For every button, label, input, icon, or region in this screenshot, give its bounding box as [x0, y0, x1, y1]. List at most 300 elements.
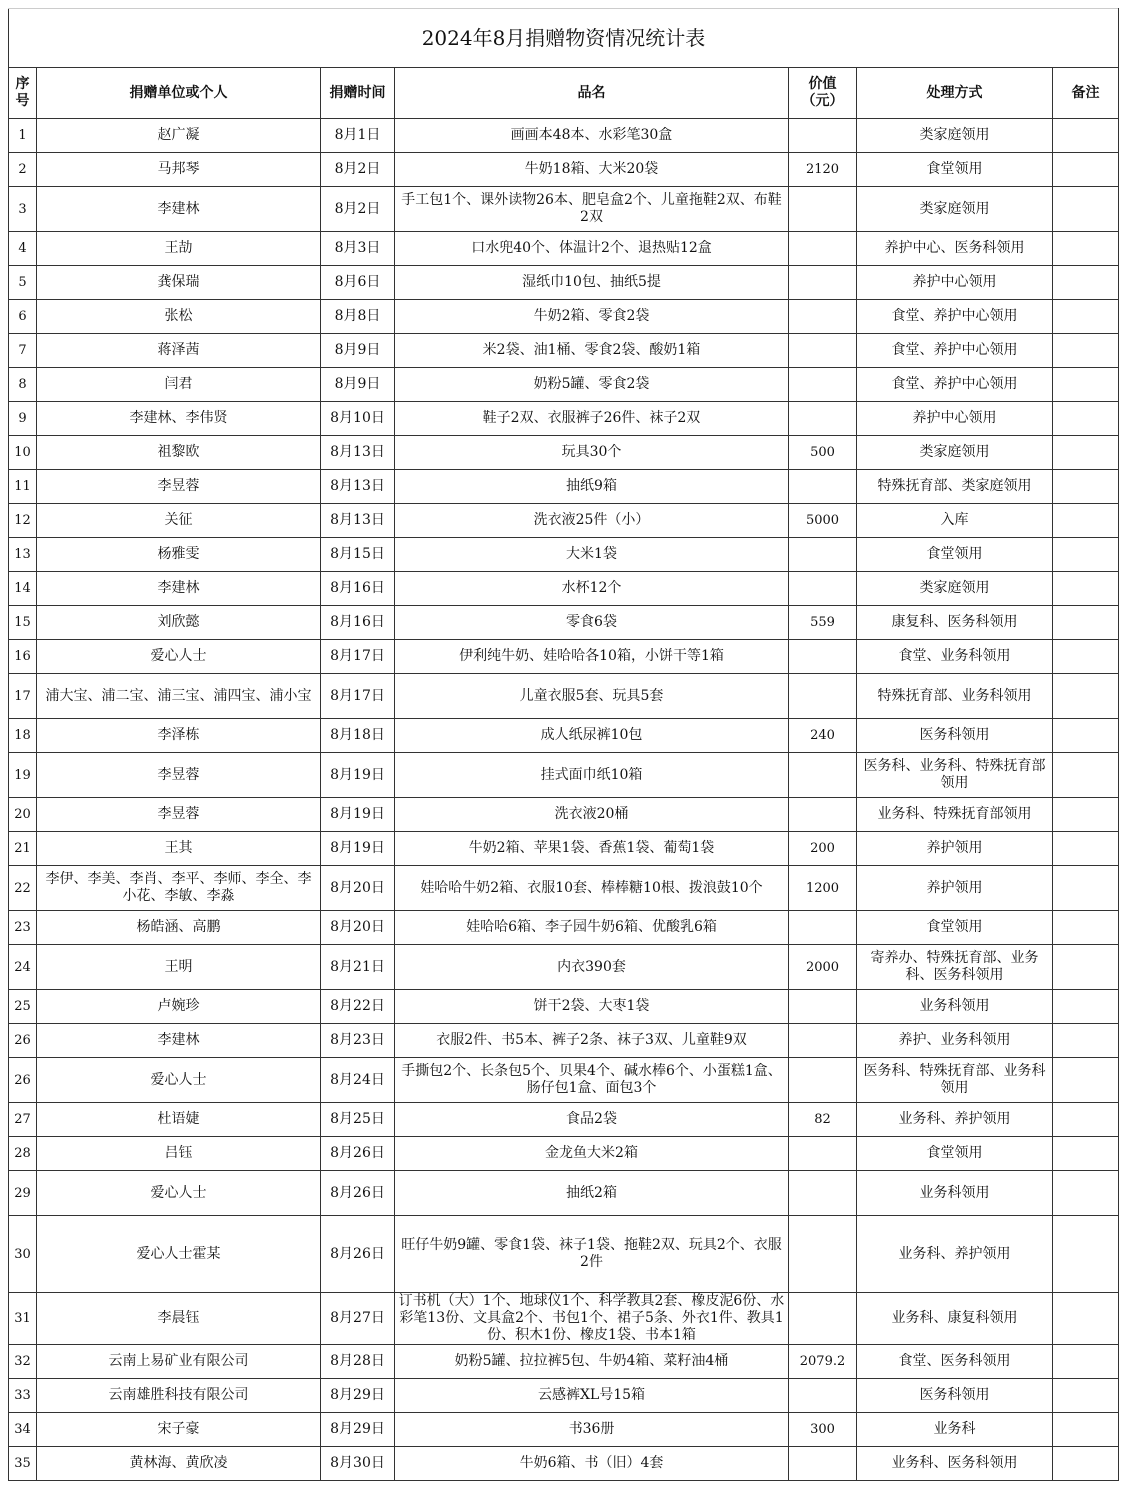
cell-note — [1053, 753, 1119, 798]
cell-donor: 王明 — [37, 945, 321, 990]
cell-handling: 食堂、养护中心领用 — [857, 300, 1053, 334]
header-note: 备注 — [1053, 68, 1119, 119]
cell-value — [789, 640, 857, 674]
cell-date: 8月21日 — [321, 945, 395, 990]
cell-donor: 王劼 — [37, 232, 321, 266]
cell-value — [789, 470, 857, 504]
cell-handling: 业务科、养护领用 — [857, 1216, 1053, 1293]
cell-handling: 类家庭领用 — [857, 119, 1053, 153]
cell-donor: 龚保瑞 — [37, 266, 321, 300]
cell-donor: 李建林、李伟贤 — [37, 402, 321, 436]
cell-no: 17 — [9, 674, 37, 719]
cell-items: 伊利纯牛奶、娃哈哈各10箱，小饼干等1箱 — [395, 640, 789, 674]
cell-handling: 医务科领用 — [857, 1379, 1053, 1413]
cell-donor: 黄林海、黄欣凌 — [37, 1447, 321, 1481]
cell-handling: 寄养办、特殊抚育部、业务科、医务科领用 — [857, 945, 1053, 990]
cell-value — [789, 334, 857, 368]
cell-value — [789, 674, 857, 719]
table-row — [9, 798, 1119, 832]
cell-no: 23 — [9, 911, 37, 945]
cell-items: 金龙鱼大米2箱 — [395, 1137, 789, 1171]
cell-date: 8月20日 — [321, 866, 395, 911]
table-row — [9, 1024, 1119, 1058]
cell-value — [789, 572, 857, 606]
cell-items: 牛奶2箱、零食2袋 — [395, 300, 789, 334]
cell-note — [1053, 719, 1119, 753]
cell-handling: 业务科领用 — [857, 1171, 1053, 1216]
cell-no: 18 — [9, 719, 37, 753]
cell-donor: 马邦琴 — [37, 153, 321, 187]
cell-items: 抽纸9箱 — [395, 470, 789, 504]
cell-date: 8月19日 — [321, 798, 395, 832]
cell-date: 8月23日 — [321, 1024, 395, 1058]
cell-value: 1200 — [789, 866, 857, 911]
table-row — [9, 504, 1119, 538]
cell-no: 25 — [9, 990, 37, 1024]
cell-date: 8月26日 — [321, 1137, 395, 1171]
cell-no: 6 — [9, 300, 37, 334]
cell-value — [789, 1058, 857, 1103]
table-row — [9, 990, 1119, 1024]
cell-value: 5000 — [789, 504, 857, 538]
cell-donor: 李建林 — [37, 187, 321, 232]
header-items: 品名 — [395, 68, 789, 119]
cell-items: 水杯12个 — [395, 572, 789, 606]
cell-note — [1053, 470, 1119, 504]
cell-no: 30 — [9, 1216, 37, 1293]
table-row — [9, 436, 1119, 470]
cell-date: 8月26日 — [321, 1216, 395, 1293]
cell-handling: 类家庭领用 — [857, 187, 1053, 232]
cell-date: 8月19日 — [321, 753, 395, 798]
cell-handling: 食堂领用 — [857, 1137, 1053, 1171]
table-row — [9, 1447, 1119, 1481]
cell-handling: 食堂领用 — [857, 153, 1053, 187]
cell-no: 2 — [9, 153, 37, 187]
cell-handling: 食堂领用 — [857, 911, 1053, 945]
cell-no: 34 — [9, 1413, 37, 1447]
cell-date: 8月10日 — [321, 402, 395, 436]
cell-value: 559 — [789, 606, 857, 640]
cell-donor: 浦大宝、浦二宝、浦三宝、浦四宝、浦小宝 — [37, 674, 321, 719]
table-row — [9, 334, 1119, 368]
cell-no: 14 — [9, 572, 37, 606]
cell-donor: 关征 — [37, 504, 321, 538]
cell-donor: 李昱蓉 — [37, 470, 321, 504]
cell-no: 20 — [9, 798, 37, 832]
table-row — [9, 1103, 1119, 1137]
cell-items: 牛奶18箱、大米20袋 — [395, 153, 789, 187]
cell-date: 8月22日 — [321, 990, 395, 1024]
cell-date: 8月30日 — [321, 1447, 395, 1481]
cell-value — [789, 232, 857, 266]
cell-donor: 爱心人士 — [37, 1171, 321, 1216]
cell-items: 手工包1个、课外读物26本、肥皂盒2个、儿童拖鞋2双、布鞋2双 — [395, 187, 789, 232]
cell-handling: 养护中心、医务科领用 — [857, 232, 1053, 266]
cell-note — [1053, 1379, 1119, 1413]
cell-note — [1053, 640, 1119, 674]
cell-value — [789, 990, 857, 1024]
cell-value — [789, 1216, 857, 1293]
cell-handling: 业务科、康复科领用 — [857, 1293, 1053, 1345]
cell-handling: 业务科领用 — [857, 990, 1053, 1024]
cell-donor: 蒋泽茜 — [37, 334, 321, 368]
table-row — [9, 1293, 1119, 1345]
cell-items: 云感裤XL号15箱 — [395, 1379, 789, 1413]
cell-value: 200 — [789, 832, 857, 866]
cell-value: 240 — [789, 719, 857, 753]
cell-note — [1053, 402, 1119, 436]
cell-note — [1053, 945, 1119, 990]
cell-donor: 爱心人士 — [37, 640, 321, 674]
cell-no: 29 — [9, 1171, 37, 1216]
cell-date: 8月24日 — [321, 1058, 395, 1103]
table-row — [9, 719, 1119, 753]
cell-no: 32 — [9, 1345, 37, 1379]
cell-no: 15 — [9, 606, 37, 640]
cell-no: 1 — [9, 119, 37, 153]
cell-items: 鞋子2双、衣服裤子26件、袜子2双 — [395, 402, 789, 436]
cell-value — [789, 119, 857, 153]
cell-date: 8月20日 — [321, 911, 395, 945]
cell-no: 26 — [9, 1058, 37, 1103]
cell-no: 22 — [9, 866, 37, 911]
table-row — [9, 1413, 1119, 1447]
cell-date: 8月26日 — [321, 1171, 395, 1216]
cell-date: 8月13日 — [321, 436, 395, 470]
donation-sheet — [8, 8, 1118, 1481]
cell-date: 8月2日 — [321, 187, 395, 232]
cell-note — [1053, 538, 1119, 572]
cell-date: 8月16日 — [321, 606, 395, 640]
cell-donor: 杨皓涵、高鹏 — [37, 911, 321, 945]
cell-items: 旺仔牛奶9罐、零食1袋、袜子1袋、拖鞋2双、玩具2个、衣服2件 — [395, 1216, 789, 1293]
cell-note — [1053, 990, 1119, 1024]
cell-handling: 医务科、业务科、特殊抚育部领用 — [857, 753, 1053, 798]
cell-donor: 李伊、李美、李肖、李平、李师、李全、李小花、李敏、李淼 — [37, 866, 321, 911]
cell-donor: 爱心人士霍某 — [37, 1216, 321, 1293]
table-row — [9, 1171, 1119, 1216]
cell-items: 娃哈哈牛奶2箱、衣服10套、棒棒糖10根、拨浪鼓10个 — [395, 866, 789, 911]
cell-no: 27 — [9, 1103, 37, 1137]
cell-no: 10 — [9, 436, 37, 470]
cell-handling: 业务科、医务科领用 — [857, 1447, 1053, 1481]
table-row — [9, 266, 1119, 300]
cell-no: 13 — [9, 538, 37, 572]
cell-value — [789, 911, 857, 945]
cell-note — [1053, 911, 1119, 945]
cell-handling: 特殊抚育部、业务科领用 — [857, 674, 1053, 719]
cell-items: 娃哈哈6箱、李子园牛奶6箱、优酸乳6箱 — [395, 911, 789, 945]
cell-items: 画画本48本、水彩笔30盒 — [395, 119, 789, 153]
table-row — [9, 300, 1119, 334]
table-title: 2024年8月捐赠物资情况统计表 — [9, 9, 1119, 68]
cell-items: 奶粉5罐、拉拉裤5包、牛奶4箱、菜籽油4桶 — [395, 1345, 789, 1379]
cell-donor: 云南上易矿业有限公司 — [37, 1345, 321, 1379]
table-row — [9, 470, 1119, 504]
cell-value: 82 — [789, 1103, 857, 1137]
cell-note — [1053, 232, 1119, 266]
cell-value — [789, 1379, 857, 1413]
cell-handling: 业务科、养护领用 — [857, 1103, 1053, 1137]
table-row — [9, 1137, 1119, 1171]
cell-value: 2120 — [789, 153, 857, 187]
cell-note — [1053, 153, 1119, 187]
cell-handling: 食堂领用 — [857, 538, 1053, 572]
cell-no: 8 — [9, 368, 37, 402]
cell-date: 8月19日 — [321, 832, 395, 866]
cell-no: 26 — [9, 1024, 37, 1058]
cell-items: 洗衣液25件（小） — [395, 504, 789, 538]
cell-note — [1053, 1447, 1119, 1481]
cell-note — [1053, 266, 1119, 300]
cell-date: 8月15日 — [321, 538, 395, 572]
cell-date: 8月29日 — [321, 1413, 395, 1447]
table-row — [9, 832, 1119, 866]
cell-value — [789, 1137, 857, 1171]
cell-value — [789, 1171, 857, 1216]
table-row — [9, 187, 1119, 232]
table-row — [9, 1379, 1119, 1413]
cell-note — [1053, 606, 1119, 640]
cell-date: 8月9日 — [321, 334, 395, 368]
cell-items: 口水兜40个、体温计2个、退热贴12盒 — [395, 232, 789, 266]
cell-donor: 吕钰 — [37, 1137, 321, 1171]
cell-note — [1053, 832, 1119, 866]
cell-note — [1053, 436, 1119, 470]
cell-note — [1053, 1103, 1119, 1137]
cell-note — [1053, 866, 1119, 911]
cell-handling: 入库 — [857, 504, 1053, 538]
table-row — [9, 1058, 1119, 1103]
cell-value — [789, 753, 857, 798]
cell-value — [789, 266, 857, 300]
cell-note — [1053, 798, 1119, 832]
cell-date: 8月16日 — [321, 572, 395, 606]
cell-donor: 张松 — [37, 300, 321, 334]
cell-date: 8月27日 — [321, 1293, 395, 1345]
cell-donor: 卢婉珍 — [37, 990, 321, 1024]
table-row — [9, 674, 1119, 719]
cell-no: 12 — [9, 504, 37, 538]
cell-items: 书36册 — [395, 1413, 789, 1447]
cell-no: 28 — [9, 1137, 37, 1171]
cell-note — [1053, 1171, 1119, 1216]
cell-items: 儿童衣服5套、玩具5套 — [395, 674, 789, 719]
table-row — [9, 153, 1119, 187]
table-body — [9, 119, 1119, 1481]
cell-no: 35 — [9, 1447, 37, 1481]
cell-value — [789, 402, 857, 436]
cell-handling: 食堂、医务科领用 — [857, 1345, 1053, 1379]
cell-items: 饼干2袋、大枣1袋 — [395, 990, 789, 1024]
donation-table — [8, 8, 1119, 1481]
cell-no: 33 — [9, 1379, 37, 1413]
cell-note — [1053, 572, 1119, 606]
cell-value — [789, 798, 857, 832]
cell-note — [1053, 119, 1119, 153]
cell-date: 8月6日 — [321, 266, 395, 300]
cell-note — [1053, 1293, 1119, 1345]
cell-handling: 特殊抚育部、类家庭领用 — [857, 470, 1053, 504]
cell-date: 8月18日 — [321, 719, 395, 753]
cell-handling: 食堂、养护中心领用 — [857, 334, 1053, 368]
cell-donor: 李昱蓉 — [37, 753, 321, 798]
cell-items: 内衣390套 — [395, 945, 789, 990]
cell-note — [1053, 300, 1119, 334]
table-row — [9, 368, 1119, 402]
cell-date: 8月29日 — [321, 1379, 395, 1413]
cell-handling: 医务科、特殊抚育部、业务科领用 — [857, 1058, 1053, 1103]
cell-note — [1053, 1024, 1119, 1058]
cell-items: 挂式面巾纸10箱 — [395, 753, 789, 798]
cell-items: 食品2袋 — [395, 1103, 789, 1137]
cell-note — [1053, 1216, 1119, 1293]
header-handling: 处理方式 — [857, 68, 1053, 119]
cell-handling: 业务科、特殊抚育部领用 — [857, 798, 1053, 832]
cell-donor: 李建林 — [37, 1024, 321, 1058]
cell-no: 3 — [9, 187, 37, 232]
cell-date: 8月1日 — [321, 119, 395, 153]
cell-value — [789, 1447, 857, 1481]
cell-no: 21 — [9, 832, 37, 866]
table-row — [9, 572, 1119, 606]
cell-date: 8月8日 — [321, 300, 395, 334]
cell-date: 8月2日 — [321, 153, 395, 187]
cell-date: 8月3日 — [321, 232, 395, 266]
cell-donor: 李昱蓉 — [37, 798, 321, 832]
cell-note — [1053, 187, 1119, 232]
cell-value — [789, 1293, 857, 1345]
cell-no: 24 — [9, 945, 37, 990]
table-row — [9, 538, 1119, 572]
cell-handling: 类家庭领用 — [857, 436, 1053, 470]
cell-handling: 食堂、业务科领用 — [857, 640, 1053, 674]
cell-handling: 养护中心领用 — [857, 266, 1053, 300]
cell-handling: 业务科 — [857, 1413, 1053, 1447]
cell-items: 零食6袋 — [395, 606, 789, 640]
cell-note — [1053, 1345, 1119, 1379]
cell-note — [1053, 674, 1119, 719]
cell-donor: 赵广凝 — [37, 119, 321, 153]
cell-no: 19 — [9, 753, 37, 798]
cell-donor: 闫君 — [37, 368, 321, 402]
cell-note — [1053, 1058, 1119, 1103]
cell-no: 31 — [9, 1293, 37, 1345]
cell-value — [789, 368, 857, 402]
cell-no: 11 — [9, 470, 37, 504]
header-row — [9, 68, 1119, 119]
header-no: 序号 — [9, 68, 37, 119]
cell-date: 8月25日 — [321, 1103, 395, 1137]
cell-donor: 云南雄胜科技有限公司 — [37, 1379, 321, 1413]
cell-items: 奶粉5罐、零食2袋 — [395, 368, 789, 402]
cell-note — [1053, 1137, 1119, 1171]
cell-handling: 养护领用 — [857, 832, 1053, 866]
cell-date: 8月13日 — [321, 504, 395, 538]
cell-items: 抽纸2箱 — [395, 1171, 789, 1216]
cell-no: 5 — [9, 266, 37, 300]
table-row — [9, 640, 1119, 674]
table-row — [9, 1345, 1119, 1379]
cell-items: 牛奶2箱、苹果1袋、香蕉1袋、葡萄1袋 — [395, 832, 789, 866]
cell-items: 湿纸巾10包、抽纸5提 — [395, 266, 789, 300]
table-row — [9, 911, 1119, 945]
cell-donor: 杜语婕 — [37, 1103, 321, 1137]
cell-no: 7 — [9, 334, 37, 368]
cell-items: 订书机（大）1个、地球仪1个、科学教具2套、橡皮泥6份、水彩笔13份、文具盒2个、书包1个、裙子5条、外衣1件、教具1份、积木1份、橡皮1袋、书本1箱 — [395, 1293, 789, 1345]
cell-handling: 养护领用 — [857, 866, 1053, 911]
cell-no: 16 — [9, 640, 37, 674]
table-row — [9, 753, 1119, 798]
table-row — [9, 119, 1119, 153]
cell-date: 8月13日 — [321, 470, 395, 504]
cell-items: 衣服2件、书5本、裤子2条、袜子3双、儿童鞋9双 — [395, 1024, 789, 1058]
cell-donor: 刘欣懿 — [37, 606, 321, 640]
cell-donor: 李泽栋 — [37, 719, 321, 753]
cell-donor: 李建林 — [37, 572, 321, 606]
cell-value: 2079.2 — [789, 1345, 857, 1379]
table-row — [9, 232, 1119, 266]
cell-value: 2000 — [789, 945, 857, 990]
cell-date: 8月9日 — [321, 368, 395, 402]
table-row — [9, 866, 1119, 911]
cell-items: 牛奶6箱、书（旧）4套 — [395, 1447, 789, 1481]
cell-items: 洗衣液20桶 — [395, 798, 789, 832]
cell-no: 4 — [9, 232, 37, 266]
cell-value — [789, 187, 857, 232]
cell-handling: 医务科领用 — [857, 719, 1053, 753]
cell-date: 8月17日 — [321, 640, 395, 674]
cell-items: 米2袋、油1桶、零食2袋、酸奶1箱 — [395, 334, 789, 368]
cell-items: 大米1袋 — [395, 538, 789, 572]
table-row — [9, 606, 1119, 640]
cell-donor: 李晨钰 — [37, 1293, 321, 1345]
cell-note — [1053, 368, 1119, 402]
cell-value — [789, 300, 857, 334]
header-date: 捐赠时间 — [321, 68, 395, 119]
cell-donor: 杨雅雯 — [37, 538, 321, 572]
cell-note — [1053, 504, 1119, 538]
cell-value — [789, 538, 857, 572]
cell-value: 500 — [789, 436, 857, 470]
cell-donor: 宋子豪 — [37, 1413, 321, 1447]
table-row — [9, 402, 1119, 436]
cell-note — [1053, 1413, 1119, 1447]
cell-handling: 食堂、养护中心领用 — [857, 368, 1053, 402]
cell-note — [1053, 334, 1119, 368]
cell-donor: 爱心人士 — [37, 1058, 321, 1103]
cell-date: 8月17日 — [321, 674, 395, 719]
cell-handling: 养护、业务科领用 — [857, 1024, 1053, 1058]
table-row — [9, 945, 1119, 990]
cell-value — [789, 1024, 857, 1058]
cell-date: 8月28日 — [321, 1345, 395, 1379]
cell-value: 300 — [789, 1413, 857, 1447]
cell-handling: 类家庭领用 — [857, 572, 1053, 606]
cell-donor: 祖黎欧 — [37, 436, 321, 470]
cell-items: 手撕包2个、长条包5个、贝果4个、碱水棒6个、小蛋糕1盒、肠仔包1盒、面包3个 — [395, 1058, 789, 1103]
cell-handling: 养护中心领用 — [857, 402, 1053, 436]
cell-no: 9 — [9, 402, 37, 436]
cell-handling: 康复科、医务科领用 — [857, 606, 1053, 640]
cell-items: 玩具30个 — [395, 436, 789, 470]
header-donor: 捐赠单位或个人 — [37, 68, 321, 119]
cell-donor: 王其 — [37, 832, 321, 866]
table-row — [9, 1216, 1119, 1293]
header-value: 价值（元） — [789, 68, 857, 119]
cell-items: 成人纸尿裤10包 — [395, 719, 789, 753]
